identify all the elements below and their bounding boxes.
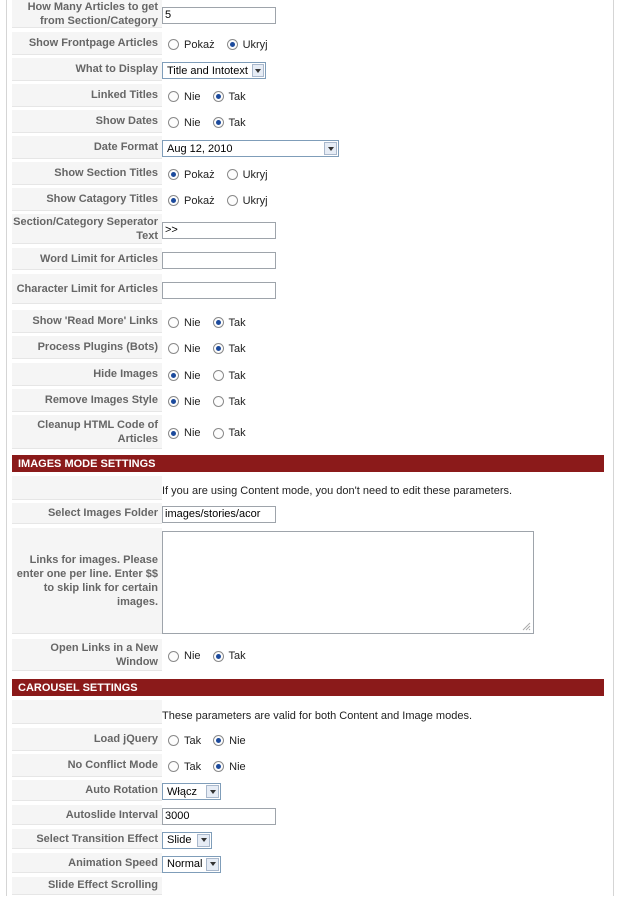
linked-titles-radios [162, 84, 252, 109]
autoslide-interval-label: Autoslide Interval [12, 805, 162, 825]
read-more-radio-1[interactable] [213, 317, 224, 328]
process-plugins-option-0: Nie [184, 342, 201, 355]
images-note-label-cell [12, 476, 162, 500]
load-jquery-radio-1[interactable] [213, 735, 224, 746]
date-format-value: Aug 12, 2010 [167, 142, 233, 155]
cleanup-html-option-0: Nie [184, 427, 201, 439]
show-frontpage-radio-0[interactable] [168, 39, 179, 50]
row-date-format [12, 136, 604, 161]
chevron-down-icon[interactable] [324, 142, 337, 155]
show-dates-radio-0[interactable] [168, 117, 179, 128]
read-more-option-0: Nie [184, 316, 201, 329]
hide-images-option-1: Tak [228, 369, 246, 382]
show-category-titles-radio-0[interactable] [168, 195, 179, 206]
autoslide-interval-input[interactable]: 3000 [162, 808, 276, 825]
show-frontpage-option-1: Ukryj [242, 38, 268, 51]
show-section-titles-option-1: Ukryj [242, 168, 268, 181]
transition-effect-value: Slide [167, 834, 192, 846]
read-more-option-1: Tak [228, 316, 246, 329]
linked-titles-radio-0[interactable] [168, 91, 179, 102]
no-conflict-option-1: Nie [229, 760, 246, 773]
show-dates-label: Show Dates [12, 110, 162, 133]
no-conflict-radio-1[interactable] [213, 761, 224, 772]
images-mode-note: If you are using Content mode, you don't need to edit these parameters. [162, 485, 513, 497]
row-show-dates [12, 110, 604, 135]
show-dates-option-0: Nie [184, 116, 201, 129]
remove-images-style-radios [162, 389, 252, 414]
row-linked-titles [12, 84, 604, 109]
chevron-down-icon[interactable] [206, 785, 219, 798]
no-conflict-option-0: Tak [184, 760, 202, 773]
show-category-titles-radio-1[interactable] [227, 195, 238, 206]
char-limit-label: Character Limit for Articles [12, 274, 162, 304]
hide-images-radios [162, 363, 252, 388]
show-dates-radio-1[interactable] [213, 117, 224, 128]
cleanup-html-radios [162, 415, 252, 451]
load-jquery-option-0: Tak [184, 734, 202, 747]
process-plugins-label: Process Plugins (Bots) [12, 336, 162, 359]
hide-images-option-0: Nie [184, 369, 201, 382]
read-more-label: Show 'Read More' Links [12, 310, 162, 333]
resize-grip-icon[interactable] [521, 621, 531, 631]
row-transition-effect [12, 829, 604, 851]
auto-rotation-label: Auto Rotation [12, 780, 162, 801]
row-process-plugins [12, 336, 604, 361]
load-jquery-option-1: Nie [229, 734, 246, 747]
row-show-frontpage [12, 32, 604, 57]
auto-rotation-select[interactable] [162, 783, 221, 800]
char-limit-input[interactable] [162, 282, 276, 299]
row-hide-images [12, 363, 604, 388]
process-plugins-option-1: Tak [228, 342, 246, 355]
chevron-down-icon[interactable] [252, 64, 264, 77]
process-plugins-radio-0[interactable] [168, 343, 179, 354]
row-images-folder [12, 503, 604, 526]
cleanup-html-radio-1[interactable] [213, 428, 224, 439]
show-section-titles-radio-0[interactable] [168, 169, 179, 180]
images-folder-input[interactable]: images/stories/acor [162, 506, 276, 523]
read-more-radio-0[interactable] [168, 317, 179, 328]
show-category-titles-option-0: Pokaż [184, 194, 215, 207]
remove-images-style-label: Remove Images Style [12, 389, 162, 412]
open-new-window-radios [162, 639, 252, 673]
load-jquery-label: Load jQuery [12, 728, 162, 751]
carousel-header: CAROUSEL SETTINGS [12, 679, 604, 696]
remove-images-style-option-1: Tak [228, 395, 246, 408]
show-frontpage-option-0: Pokaż [184, 38, 215, 51]
show-section-titles-label: Show Section Titles [12, 162, 162, 185]
linked-titles-label: Linked Titles [12, 84, 162, 107]
images-folder-label: Select Images Folder [12, 503, 162, 524]
row-separator-text [12, 214, 604, 246]
chevron-down-icon[interactable] [206, 858, 219, 871]
word-limit-input[interactable] [162, 252, 276, 269]
row-open-new-window [12, 639, 604, 673]
separator-text-label: Section/Category Seperator Text [12, 214, 162, 244]
process-plugins-radio-1[interactable] [213, 343, 224, 354]
linked-titles-option-0: Nie [184, 90, 201, 103]
row-show-section-titles [12, 162, 604, 187]
row-what-to-display [12, 58, 604, 83]
animation-speed-value: Normal [167, 858, 203, 870]
cleanup-html-option-1: Tak [228, 427, 246, 439]
show-frontpage-label: Show Frontpage Articles [12, 32, 162, 55]
articles-count-label: How Many Articles to get from Section/Category [12, 0, 162, 28]
row-load-jquery [12, 728, 604, 753]
date-format-label: Date Format [12, 136, 162, 159]
load-jquery-radio-0[interactable] [168, 735, 179, 746]
row-autoslide-interval [12, 805, 604, 827]
carousel-note: These parameters are valid for both Content and Image modes. [162, 710, 473, 722]
row-articles-count [12, 0, 604, 30]
row-animation-speed [12, 853, 604, 875]
row-read-more [12, 310, 604, 335]
animation-speed-label: Animation Speed [12, 853, 162, 873]
show-category-titles-label: Show Catagory Titles [12, 188, 162, 211]
row-word-limit [12, 248, 604, 272]
show-category-titles-option-1: Ukryj [242, 194, 268, 207]
what-to-display-label: What to Display [12, 58, 162, 81]
open-new-window-option-1: Tak [228, 650, 246, 662]
no-conflict-radio-0[interactable] [168, 761, 179, 772]
remove-images-style-radio-0[interactable] [168, 396, 179, 407]
remove-images-style-option-0: Nie [184, 395, 201, 408]
hide-images-radio-0[interactable] [168, 370, 179, 381]
slide-effect-scrolling-label: Slide Effect Scrolling [12, 877, 162, 895]
row-cleanup-html [12, 415, 604, 451]
show-frontpage-radio-1[interactable] [227, 39, 238, 50]
separator-text-input[interactable]: >> [162, 222, 276, 239]
show-section-titles-option-0: Pokaż [184, 168, 215, 181]
links-for-images-textarea[interactable] [162, 531, 534, 634]
show-category-titles-radios [162, 188, 274, 213]
chevron-down-icon[interactable] [197, 834, 210, 847]
open-new-window-radio-1[interactable] [213, 651, 224, 662]
linked-titles-option-1: Tak [228, 90, 246, 103]
animation-speed-select[interactable] [162, 856, 221, 873]
row-slide-effect-scrolling [12, 877, 604, 897]
articles-count-input[interactable]: 5 [162, 7, 276, 24]
no-conflict-radios [162, 754, 252, 779]
read-more-radios [162, 310, 252, 335]
open-new-window-radio-0[interactable] [168, 651, 179, 662]
transition-effect-label: Select Transition Effect [12, 829, 162, 849]
open-new-window-label: Open Links in a New Window [12, 639, 162, 671]
auto-rotation-value: Włącz [167, 785, 197, 798]
load-jquery-radios [162, 728, 252, 753]
show-section-titles-radio-1[interactable] [227, 169, 238, 180]
no-conflict-label: No Conflict Mode [12, 754, 162, 777]
process-plugins-radios [162, 336, 252, 361]
row-char-limit [12, 274, 604, 306]
images-mode-header: IMAGES MODE SETTINGS [12, 455, 604, 472]
links-for-images-label: Links for images. Please enter one per line. Enter $$ to skip link for certain images. [12, 528, 162, 634]
row-no-conflict [12, 754, 604, 779]
row-auto-rotation [12, 780, 604, 803]
what-to-display-value: Title and Intotext [167, 64, 248, 77]
show-dates-radios [162, 110, 252, 135]
show-dates-option-1: Tak [228, 116, 246, 129]
show-frontpage-radios [162, 32, 274, 57]
linked-titles-radio-1[interactable] [213, 91, 224, 102]
hide-images-label: Hide Images [12, 363, 162, 386]
row-remove-images-style [12, 389, 604, 414]
carousel-note-label-cell [12, 700, 162, 724]
remove-images-style-radio-1[interactable] [213, 396, 224, 407]
transition-effect-select[interactable] [162, 832, 212, 849]
show-section-titles-radios [162, 162, 274, 187]
cleanup-html-radio-0[interactable] [168, 428, 179, 439]
what-to-display-select[interactable] [162, 62, 266, 79]
date-format-select[interactable] [162, 140, 339, 157]
word-limit-label: Word Limit for Articles [12, 248, 162, 270]
cleanup-html-label: Cleanup HTML Code of Articles [12, 415, 162, 449]
open-new-window-option-0: Nie [184, 650, 201, 662]
hide-images-radio-1[interactable] [213, 370, 224, 381]
row-show-category-titles [12, 188, 604, 213]
